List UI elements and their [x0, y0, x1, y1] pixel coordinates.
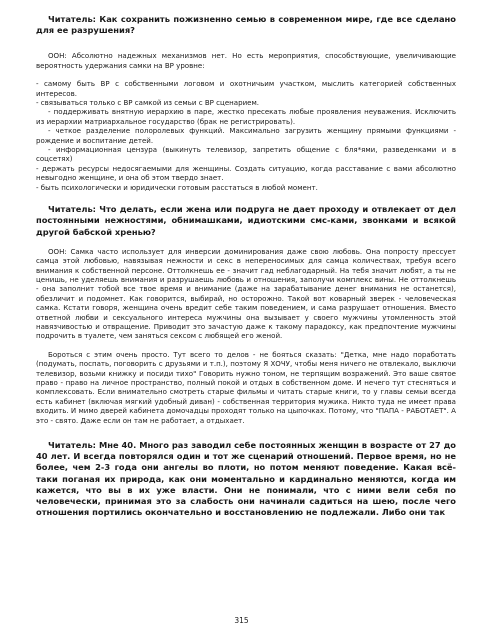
reader-question-3: Читатель: Мне 40. Много раз заводил себе постоянных женщин в возрасте от 27 до 40 лет. И всегда повторялся один и тот же сценарий отношений. Первое время, но не более, чем 2-3 года они ангелы во плоти, но потом меняют поведение. Какая всё-таки поганая их природа, как они моментально и кардинально меняются, когда им кажется, что вы в их уже власти. Они не понимали, что с ними вели себя по человечески, принимая это за слабость они начинали садиться на шею, после чего отношения портились окончательно и восстановлению не подлежали. Либо они так	[36, 440, 456, 518]
list-item: - держать ресурсы недосягаемыми для женщины. Создать ситуацию, когда расставание с вами абсолютно невыгодно женщине, и она об этом твердо знает.	[36, 163, 456, 183]
reader-question-1: Читатель: Как сохранить пожизненно семью в современном мире, где все сделано для ее разрушения?	[36, 14, 456, 36]
list-item: - связываться только с ВР самкой из семьи с ВР сценарием.	[36, 98, 260, 108]
answer-2-paragraph-1: ООН: Самка часто использует для инверсии доминирования даже свою любовь. Она попросту прессует самца этой любовью, навязывая нежности и секс в непереносимых для самца количествах, требуя всего внимания к собственной персоне. Оттолкнешь ее - значит гад неблагодарный. На тебя значит любят, а ты не ценишь, не уделяешь внимания и разрушаешь любовь и отношения, заполучи комплекс вины. Не оттолкнешь - она заполнит тобой все твое время и внимание (даже на зарабатывание денег внимания не останется), обезличит и подомнет. Как говорится, выбирай, но осторожно. Такой вот коварный зверек - человеческая самка. Кстати говоря, женщина очень вредит себе таким поведением, и сама разрушает отношения. Вместо ответной любви и сексуального интереса мужчины она вызывает у своего мужчины утомленность этой навязчивостью и отвращение. Приводит это зачастую даже к такому парадоксу, как предпочтение мужчины подрочить в туалете, чем заняться сексом с любящей его женой.	[36, 246, 456, 341]
list-item: - самому быть ВР с собственными логовом и охотничьим участком, мыслить категорией собственных интересов.	[36, 79, 456, 98]
answer-2-paragraph-2: Бороться с этим очень просто. Тут всего то делов - не бояться сказать: "Детка, мне надо поработать (подумать, поспать, поговорить с друзьями и т.п.), поэтому Я ХОЧУ, чтобы меня ничего не отвлекало, выключи телевизор, возьми книжку и посиди тихо" Говорить нужно тоном, не терпящим возражений. Это ваше святое право - право на личное пространство, полный покой и отдых в собственном доме. И нечего тут стесняться и комплексовать. Если внимательно смотреть старые фильмы и читать старые книги, то у главы семьи всегда есть кабинет (включая мягкий удобный диван) - собственная территория мужика. Никто туда не имеет права входить. И мимо дверей кабинета домочадцы проходят только на цыпочках. Потому, что "ПАПА - РАБОТАЕТ". А это - свято. Даже если он там не работает, а отдыхает.	[36, 349, 456, 425]
answer-1-list	[36, 79, 456, 192]
list-item: - информационная цензура (выкинуть телевизор, запретить общение с бля*ями, разведенками и в соцсетях)	[36, 145, 456, 164]
page-content	[36, 14, 456, 518]
answer-1-intro: ООН: Абсолютно надежных механизмов нет. Но есть мероприятия, способствующие, увеличивающие вероятность удержания самки на ВР уровне:	[36, 51, 456, 70]
list-item: - четкое разделение полоролевых функций. Максимально загрузить женщину прямыми функциями - рождение и воспитание детей.	[36, 126, 456, 145]
page-number: 315	[234, 616, 249, 625]
reader-question-2: Читатель: Что делать, если жена или подруга не дает проходу и отвлекает от дел постоянными нежностями, обнимашками, идиотскими смс-ками, звонками и всякой другой бабской хренью?	[36, 204, 456, 237]
list-item: - поддерживать внятную иерархию в паре, жестко пресекать любые проявления неуважения. Исключить из иерархии матриархальное государство (брак не регистрировать).	[36, 107, 456, 126]
list-item: - быть психологически и юридически готовым расстаться в любой момент.	[36, 182, 318, 192]
